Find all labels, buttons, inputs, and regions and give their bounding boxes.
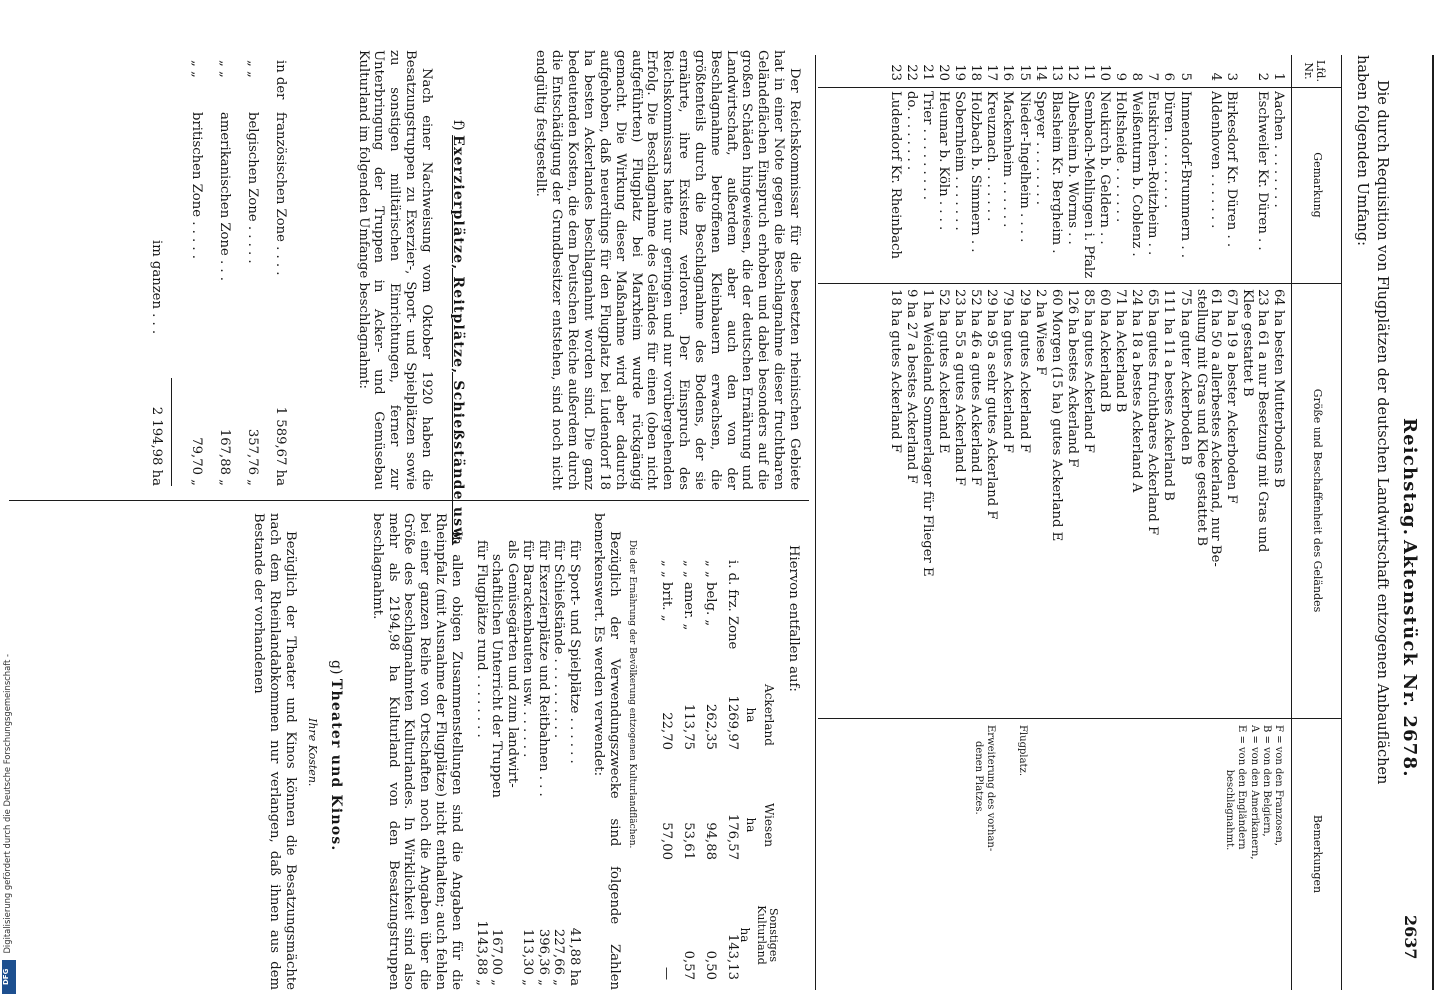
- row-gemarkung: Aachen . . . . . . . .: [1271, 91, 1286, 208]
- use-row: [552, 540, 567, 990]
- subtable-acker: 113,75: [681, 703, 696, 750]
- table-row: [1162, 55, 1177, 718]
- row-groesse: 65 ha gutes fruchtbares Ackerland F: [1145, 289, 1161, 536]
- row-gemarkung: Holtsheide . . . . . . .: [1113, 91, 1129, 223]
- use-value: 113,30 „: [520, 928, 536, 986]
- row-gemarkung: Nieder-Ingelheim . . . .: [1016, 91, 1032, 243]
- intro-line-2: haben folgenden Umfang:: [1354, 55, 1370, 247]
- row-number: 5: [1177, 72, 1193, 81]
- summary-paragraph: In allen obigen Zusammenstellungen sind die Angaben für die Rheinpfalz (mit Ausnahme der Flugplätze) nicht enthalten; auch fehlen bei einer ganzen Reihe von Ortschaften noch die Angaben über die Größe des beschlagnahmten Kulturlandes. In Wirklichkeit sind also mehr als 2194,98 ha Kulturland von den Besatzungstruppen beschlagnahmt.: [369, 513, 464, 990]
- row-number: 7: [1145, 72, 1161, 81]
- subtable-row: [724, 560, 740, 990]
- row-number: 18: [968, 64, 984, 81]
- table-row: [1178, 55, 1193, 718]
- zone-value: 1 589,67 ha: [273, 406, 288, 486]
- legend-line: B = von den Belgiern,: [1260, 725, 1272, 837]
- legend-line: A = von den Amerikanern,: [1248, 725, 1260, 860]
- zone-label: britischen Zone . . . . .: [189, 112, 204, 259]
- table-row: [1146, 55, 1161, 718]
- remark-flugplatz: Flugplatz.: [1017, 725, 1028, 777]
- row-gemarkung: Neukirch b. Geldern . .: [1097, 91, 1113, 245]
- row-groesse: 64 ha besten Mutterbodens B: [1271, 289, 1286, 488]
- table-row: [1114, 55, 1129, 718]
- subtable-sonst: 143,13: [725, 933, 740, 980]
- subtable-label: „ „ amer. „: [681, 560, 696, 631]
- subtable-label: „ „ brit. „: [659, 560, 674, 622]
- row-gemarkung: Immendorf-Brummern . .: [1177, 91, 1193, 258]
- row-groesse: 60 ha Ackerland B: [1097, 289, 1113, 413]
- row-gemarkung: Trier . . . . . . . . .: [920, 91, 935, 200]
- zone-lead: „ „: [189, 60, 204, 78]
- digitization-credit: Digitalisierung gefördert durch die Deutsche Forschungsgemeinschaft -: [2, 654, 12, 954]
- heading-f: [449, 120, 466, 545]
- table-row: [1098, 55, 1113, 718]
- row-gemarkung: Ludendorf Kr. Rheinbach: [887, 91, 903, 259]
- row-gemarkung: Blasheim Kr. Bergheim .: [1048, 91, 1064, 254]
- row-groesse: 61 ha 50 a allerbestes Ackerland, nur Be-: [1208, 289, 1224, 567]
- row-number: 9: [1113, 72, 1129, 81]
- table-row: [985, 55, 1000, 718]
- zone-label: französischen Zone . . . .: [273, 112, 288, 276]
- nachweisung-paragraph: Nach einer Nachweisung vom Oktober 1920 haben die Besatzungstruppen zu Exerzier-, Sport- und Spielplätzen sowie zu sonstigen militärischen Einrichtungen, ferner zur Unterbringung der Truppen in Acker- und Gemüsebau Kulturland im folgenden Umfange beschlagnahmt:: [355, 50, 434, 490]
- subheading-kosten: Ihre Kosten.: [306, 718, 319, 787]
- table-header-rule: [1291, 55, 1292, 990]
- row-number: 17: [984, 64, 1000, 81]
- row-number: 10: [1097, 64, 1113, 81]
- row-number: 20: [936, 64, 952, 81]
- row-gemarkung: Weißenturm b. Coblenz .: [1129, 91, 1145, 257]
- table-row: [888, 55, 903, 718]
- row-groesse: 79 ha gutes Ackerland F: [1000, 289, 1016, 453]
- row-number: 15: [1016, 64, 1032, 81]
- table-row: [1225, 55, 1240, 718]
- zone-value: 167,88 „: [217, 428, 232, 486]
- right-intro: Hiervon entfallen auf:: [786, 545, 801, 692]
- summary-paragraph-box: [352, 513, 464, 990]
- col-head-sonst: Sonstiges Kulturland: [754, 905, 780, 965]
- table-row: [1130, 55, 1145, 718]
- row-number: 8: [1129, 72, 1145, 81]
- table-row: [1065, 55, 1080, 718]
- row-groesse: 18 ha gutes Ackerland F: [887, 289, 903, 453]
- row-groesse: 23 ha 61 a nur Besetzung mit Gras und: [1254, 289, 1270, 553]
- heading-g-text: Theater und Kinos.: [328, 678, 344, 852]
- row-gemarkung: Kreuznach . . . . . . .: [984, 91, 1000, 222]
- use-row: [490, 540, 505, 990]
- use-label: für Barackenbauten usw. . . . . . .: [520, 540, 536, 758]
- row-groesse: 85 ha gutes Ackerland F: [1081, 289, 1096, 453]
- land-use-subtable: [650, 560, 740, 990]
- subtable-sonst: 0,50: [703, 950, 718, 980]
- intro-line-1: Die durch Requisition von Flugplätzen der deutschen Landwirtschaft entzogenen Anbauflächen: [1374, 80, 1390, 785]
- table-row: [953, 55, 968, 718]
- use-row: [536, 540, 551, 990]
- row-groesse: 67 ha 19 a bester Ackerboden F: [1224, 289, 1240, 504]
- row-gemarkung: Mackenheim . . . . . .: [1000, 91, 1016, 228]
- zone-total-label: im ganzen . . .: [149, 240, 164, 335]
- row-gemarkung: Albesheim b. Worms . .: [1064, 91, 1080, 245]
- row-groesse: 29 ha gutes Ackerland F: [1016, 289, 1032, 453]
- heading-f-text: Exerzierplätze, Reitplätze, Schießstände usw.: [450, 135, 466, 546]
- legend-line: E = von den Engländern: [1236, 725, 1248, 850]
- row-gemarkung: Birkesdorf Kr. Düren . .: [1224, 91, 1240, 248]
- table-row: [921, 55, 936, 718]
- row-gemarkung: Sobernheim . . . . . . .: [952, 91, 968, 231]
- subtable-sonst: —: [659, 966, 674, 980]
- row-number: 2: [1254, 72, 1270, 81]
- small-note: Die der Ernährung der Bevölkerung entzogenen Kulturlandflächen.: [627, 540, 637, 849]
- subtable-row: [702, 560, 718, 990]
- table-row: [937, 55, 952, 718]
- row-gemarkung: Speyer . . . . . . . .: [1032, 91, 1048, 205]
- remark-erweiterung: [972, 725, 996, 851]
- column-divider: [9, 500, 809, 501]
- use-list: [472, 540, 582, 990]
- table-row: [1049, 55, 1064, 718]
- row-groesse: 23 ha 55 a gutes Ackerland F: [952, 289, 968, 486]
- row-groesse: Klee gestattet B: [1240, 289, 1256, 397]
- left-paragraph-2: [302, 50, 434, 490]
- row-gemarkung: Eschweiler Kr. Düren . .: [1254, 91, 1270, 251]
- header-groesse: Größe und Beschaffenheit des Geländes: [1311, 388, 1324, 613]
- zone-lead: in der: [273, 60, 288, 100]
- table-row: [1082, 55, 1097, 718]
- subtable-sonst: 0,57: [681, 950, 696, 980]
- row-groesse: 126 ha bestes Ackerland F: [1064, 289, 1080, 468]
- zone-list: [168, 60, 288, 490]
- col-unit-wiesen: ha: [744, 817, 758, 833]
- row-groesse: 52 ha gutes Ackerland E: [936, 289, 952, 454]
- row-gemarkung: Heumar b. Köln . . . .: [936, 91, 952, 231]
- row-groesse: 75 ha guter Ackerboden B: [1177, 289, 1193, 466]
- left-paragraph-1: [472, 50, 802, 490]
- zone-label: amerikanischen Zone . . .: [217, 112, 232, 281]
- row-groesse: 29 ha 95 a sehr gutes Ackerland F: [984, 289, 1000, 520]
- zone-lead: „ „: [245, 60, 260, 78]
- requisition-table-body: [818, 55, 1286, 718]
- use-row: [567, 540, 582, 990]
- zone-value: 357,76 „: [245, 428, 260, 486]
- zone-row: [244, 60, 260, 490]
- row-groesse: 9 ha 27 a bestes Ackerland F: [903, 289, 919, 484]
- subtable-wiesen: 57,00: [659, 822, 674, 860]
- subtable-acker: 1269,97: [725, 695, 740, 750]
- zone-value: 79,70 „: [189, 437, 204, 486]
- row-groesse: 111 ha 11 a bestes Ackerland B: [1161, 289, 1177, 501]
- table-row: [1001, 55, 1016, 718]
- row-number: 21: [920, 64, 935, 81]
- use-paragraph: [586, 513, 622, 990]
- header-gemarkung: Gemarkung: [1311, 152, 1324, 218]
- heading-g-letter: g): [328, 660, 344, 675]
- col-rule-3: [818, 718, 1342, 719]
- use-value: 1143,88 „: [474, 920, 489, 986]
- heading-g: [327, 660, 344, 851]
- legend: [1223, 725, 1284, 985]
- legend-line: beschlagnahmt.: [1224, 769, 1236, 851]
- use-value: 396,36 „: [536, 928, 551, 986]
- header-lfd-nr: Lfd. Nr.: [1301, 60, 1327, 82]
- row-number: 12: [1064, 64, 1080, 81]
- col-head-wiesen: Wiesen: [762, 802, 776, 848]
- page-number: 2637: [1401, 915, 1420, 960]
- col-unit-sonst: ha: [738, 927, 752, 943]
- reichskommissar-paragraph: Der Reichskommissar für die besetzten rheinischen Gebiete hat in einer Note gegen die Beschlagnahme dieser fruchtbaren Geländeflächen Einspruch erhoben und dabei besonders auf die großen Schäden hingewiesen, die der deutschen Ernährung und Landwirtschaft, außerdem aber auch den von der Beschlagnahme betroffenen Kleinbauern erwachsen, die größtenteils durch die Beschlagnahme des Bodens, der sie ernährte, ihre Existenz verloren. Der Einspruch des Reichskommissars hatte nur geringen und nur vorübergehenden Erfolg. Die Beschlagnahme des Geländes für einen (oben nicht aufgeführten) Flugplatz bei Marxheim wurde rückgängig gemacht. Die Wirkung dieser Maßnahme wird aber dadurch aufgehoben, daß neuerdings für den Flugplatz bei Ludendorf 18 ha besten Ackerlandes beschlagnahmt worden sind. Die ganz bedeutenden Kosten, die dem Deutschen Reiche außerdem durch die Entschädigung der Grundbesitzer entstehen, sind noch nicht endgültig festgestellt.: [533, 50, 802, 490]
- row-groesse: 24 ha 18 a bestes Ackerland A: [1129, 289, 1145, 493]
- table-row: [1017, 55, 1032, 718]
- dfg-logo: DFG: [2, 960, 16, 994]
- use-row: [474, 540, 489, 990]
- subtable-wiesen: 94,88: [703, 822, 718, 860]
- digitization-sidebar: [0, 0, 18, 1000]
- document-title: Aktenstück Nr. 2678.: [1399, 540, 1420, 778]
- zone-row: [272, 60, 288, 490]
- zone-row: [216, 60, 232, 490]
- heading-f-letter: f): [450, 120, 466, 131]
- table-row: [1241, 55, 1270, 718]
- use-label: für Flugplätze rund . . . . . . . .: [474, 540, 489, 738]
- zone-total-value: 2 194,98 ha: [149, 406, 164, 486]
- table-row: [1272, 55, 1287, 718]
- row-gemarkung: Sembach-Mehlingen i. Pfalz: [1081, 91, 1096, 279]
- table-row: [904, 55, 919, 718]
- use-value: 227,66 „: [551, 928, 567, 986]
- theater-paragraph-box: [218, 513, 298, 990]
- row-groesse: 1 ha Weideland Sommerlager für Flieger E: [920, 289, 935, 577]
- verwendung-paragraph: Bezüglich der Verwendungszwecke sind folgende Zahlen bemerkenswert. Es werden verwendet:: [591, 513, 622, 990]
- subtable-wiesen: 53,61: [681, 822, 696, 860]
- use-row: [521, 540, 536, 990]
- row-gemarkung: Aldenhoven . . . . . . .: [1208, 91, 1224, 229]
- table-row: [1194, 55, 1223, 718]
- remark-erweiterung-line: Erweiterung des vorhan-: [985, 725, 996, 852]
- theater-paragraph: Bezüglich der Theater und Kinos können die Besatzungsmächte nach dem Rheinlandabkommen nur verlangen, daß ihnen aus dem Bestande der vorhandenen: [251, 513, 298, 990]
- row-number: 3: [1224, 72, 1240, 81]
- use-label: als Gemüsegärten und zum landwirt-: [505, 540, 520, 788]
- subtable-acker: 262,35: [703, 703, 718, 750]
- row-number: 4: [1208, 72, 1224, 81]
- subtable-wiesen: 176,57: [725, 813, 740, 860]
- header-bemerkungen: Bemerkungen: [1311, 814, 1324, 894]
- zone-sum-rule: [171, 378, 172, 486]
- section-title: Reichstag.: [1399, 418, 1420, 537]
- row-groesse: 52 ha 46 a gutes Ackerland F: [968, 289, 984, 486]
- subtable-row: [680, 560, 696, 990]
- zone-label: belgischen Zone . . . . .: [245, 112, 260, 264]
- table-bottom-rule: [815, 55, 816, 990]
- zone-lead: „ „: [217, 60, 232, 78]
- row-groesse: stellung mit Gras und Klee gestattet B: [1193, 289, 1209, 547]
- table-top-rule: [1341, 55, 1342, 990]
- use-label: für Schießstände . . . . . . . . . .: [551, 540, 567, 739]
- row-number: 6: [1161, 72, 1177, 81]
- use-label: für Sport- und Spielplätze . . . . . .: [567, 540, 582, 764]
- use-label: für Exerzierplätze und Reitbahnen . . .: [536, 540, 551, 797]
- legend-line: F = von den Franzosen,: [1273, 725, 1284, 846]
- row-number: 14: [1032, 64, 1048, 81]
- subtable-label: „ „ belg. „: [703, 560, 718, 627]
- row-gemarkung: Düren . . . . . . . . .: [1161, 91, 1177, 209]
- row-number: 16: [1000, 64, 1016, 81]
- row-number: 19: [952, 64, 968, 81]
- use-value: 167,00 „: [489, 928, 505, 986]
- subtable-label: i. d. frz. Zone: [725, 560, 740, 650]
- row-groesse: 2 ha Wiese F: [1032, 289, 1048, 376]
- col-unit-acker: ha: [744, 707, 758, 723]
- use-label: schaftlichen Unterricht der Truppen: [489, 554, 505, 798]
- row-gemarkung: Euskirchen-Roitzheim . .: [1145, 91, 1161, 256]
- remark-erweiterung-line: denen Platzes.: [972, 741, 984, 815]
- row-number: 11: [1081, 64, 1096, 81]
- use-row: [505, 540, 520, 990]
- subtable-acker: 22,70: [659, 712, 674, 750]
- subtable-row: [658, 560, 674, 990]
- row-number: 13: [1048, 64, 1064, 81]
- table-row: [1033, 55, 1048, 718]
- row-number: 23: [887, 64, 903, 81]
- row-gemarkung: Holzbach b. Simmern . .: [968, 91, 984, 253]
- row-number: 1: [1271, 72, 1286, 81]
- row-gemarkung: do. . . . . . . .: [903, 91, 919, 171]
- col-head-acker: Ackerland: [762, 684, 776, 746]
- row-groesse: 60 Morgen (15 ha) gutes Ackerland E: [1048, 289, 1064, 542]
- row-number: 22: [903, 64, 919, 81]
- row-groesse: 71 ha Ackerland B: [1113, 289, 1129, 413]
- zone-row: [188, 60, 204, 490]
- use-value: 41,88 ha: [567, 927, 582, 986]
- table-row: [969, 55, 984, 718]
